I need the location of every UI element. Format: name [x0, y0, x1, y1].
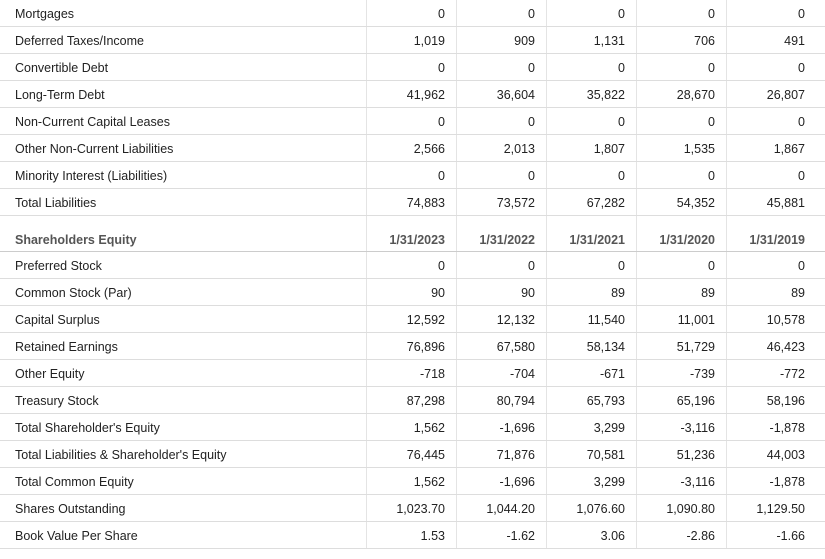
row-value: -772	[779, 367, 805, 381]
row-value: 89	[701, 286, 715, 300]
row-value: 58,134	[586, 340, 625, 354]
row-value: 80,794	[496, 394, 535, 408]
row-value: 0	[618, 7, 625, 21]
row-value: 1,044.20	[486, 502, 535, 516]
row-value: 0	[528, 7, 535, 21]
row-value: 36,604	[496, 88, 535, 102]
row-value: 12,132	[496, 313, 535, 327]
row-value: 0	[438, 115, 445, 129]
row-value: 26,807	[766, 88, 805, 102]
row-value: 909	[514, 34, 535, 48]
table-row	[0, 468, 825, 495]
row-value: 58,196	[766, 394, 805, 408]
row-value: -3,116	[680, 475, 715, 489]
row-value: 0	[438, 7, 445, 21]
column-date: 1/31/2019	[749, 233, 805, 247]
row-label: Total Liabilities & Shareholder's Equity	[15, 448, 227, 462]
row-value: 76,896	[406, 340, 445, 354]
row-value: 11,540	[587, 313, 625, 327]
row-value: 0	[528, 61, 535, 75]
row-label: Book Value Per Share	[15, 529, 138, 543]
row-value: 0	[708, 115, 715, 129]
row-value: 1,535	[683, 142, 715, 156]
row-value: 70,581	[586, 448, 625, 462]
row-value: 3,299	[593, 421, 625, 435]
row-label: Convertible Debt	[15, 61, 109, 75]
row-value: 0	[798, 115, 805, 129]
row-value: 2,013	[503, 142, 535, 156]
table-row	[0, 387, 825, 414]
row-value: -704	[509, 367, 535, 381]
row-value: 0	[438, 169, 445, 183]
row-label: Total Liabilities	[15, 196, 97, 210]
row-value: -671	[599, 367, 625, 381]
row-value: 28,670	[676, 88, 715, 102]
row-value: 87,298	[406, 394, 445, 408]
row-value: 89	[791, 286, 805, 300]
row-value: 1,562	[413, 421, 445, 435]
row-value: -1,696	[499, 475, 535, 489]
row-value: 0	[708, 7, 715, 21]
row-value: 46,423	[766, 340, 805, 354]
row-value: 1,019	[413, 34, 445, 48]
row-value: 0	[618, 61, 625, 75]
row-value: 1,023.70	[396, 502, 445, 516]
row-value: 0	[618, 259, 625, 273]
column-date: 1/31/2020	[659, 233, 715, 247]
row-value: -1,696	[499, 421, 535, 435]
row-value: 76,445	[406, 448, 445, 462]
row-value: 67,580	[496, 340, 535, 354]
row-value: 0	[528, 115, 535, 129]
row-label: Retained Earnings	[15, 340, 118, 354]
row-value: 90	[431, 286, 445, 300]
row-value: 0	[708, 169, 715, 183]
row-value: 74,883	[406, 196, 445, 210]
table-row	[0, 0, 825, 27]
row-value: 3.06	[600, 529, 625, 543]
table-row	[0, 414, 825, 441]
row-value: 1,131	[593, 34, 625, 48]
table-row	[0, 162, 825, 189]
row-value: 0	[528, 259, 535, 273]
table-row	[0, 360, 825, 387]
row-value: 0	[438, 259, 445, 273]
row-value: 89	[611, 286, 625, 300]
row-label: Common Stock (Par)	[15, 286, 132, 300]
row-value: 3,299	[593, 475, 625, 489]
row-value: 706	[694, 34, 715, 48]
row-label: Total Shareholder's Equity	[15, 421, 160, 435]
table-row	[0, 333, 825, 360]
row-value: 12,592	[406, 313, 445, 327]
row-label: Minority Interest (Liabilities)	[15, 169, 168, 183]
table-row	[0, 108, 825, 135]
row-value: -1.62	[506, 529, 535, 543]
table-row	[0, 522, 825, 549]
row-value: 0	[528, 169, 535, 183]
row-label: Mortgages	[15, 7, 75, 21]
row-value: 1,562	[413, 475, 445, 489]
row-value: 45,881	[766, 196, 805, 210]
row-value: 10,578	[766, 313, 805, 327]
row-value: 35,822	[586, 88, 625, 102]
row-label: Other Equity	[15, 367, 85, 381]
row-value: -1,878	[769, 421, 805, 435]
row-value: 1,807	[593, 142, 625, 156]
row-label: Non-Current Capital Leases	[15, 115, 170, 129]
row-value: 0	[618, 115, 625, 129]
row-value: 1,090.80	[666, 502, 715, 516]
row-value: 71,876	[496, 448, 535, 462]
row-value: 1,867	[773, 142, 805, 156]
table-row	[0, 27, 825, 54]
row-value: 51,729	[676, 340, 715, 354]
row-value: 73,572	[496, 196, 535, 210]
row-value: -2.86	[686, 529, 715, 543]
row-value: -3,116	[680, 421, 715, 435]
row-value: 44,003	[766, 448, 805, 462]
row-value: 54,352	[676, 196, 715, 210]
row-value: 1,076.60	[576, 502, 625, 516]
table-row	[0, 135, 825, 162]
row-value: 0	[708, 259, 715, 273]
row-value: 65,793	[586, 394, 625, 408]
row-value: -1,878	[769, 475, 805, 489]
row-label: Treasury Stock	[15, 394, 99, 408]
row-value: 0	[438, 61, 445, 75]
row-label: Deferred Taxes/Income	[15, 34, 144, 48]
row-value: 90	[521, 286, 535, 300]
column-date: 1/31/2022	[479, 233, 535, 247]
row-value: 0	[798, 169, 805, 183]
row-value: 11,001	[677, 313, 715, 327]
row-value: 65,196	[676, 394, 715, 408]
row-label: Other Non-Current Liabilities	[15, 142, 174, 156]
row-label: Long-Term Debt	[15, 88, 105, 102]
table-row	[0, 279, 825, 306]
row-value: 1.53	[420, 529, 445, 543]
row-value: 67,282	[586, 196, 625, 210]
row-label: Preferred Stock	[15, 259, 102, 273]
table-row	[0, 252, 825, 279]
row-value: 51,236	[676, 448, 715, 462]
table-row	[0, 441, 825, 468]
row-value: -718	[419, 367, 445, 381]
row-value: 41,962	[406, 88, 445, 102]
row-label: Shares Outstanding	[15, 502, 126, 516]
column-date: 1/31/2021	[569, 233, 625, 247]
row-value: -739	[689, 367, 715, 381]
table-row	[0, 306, 825, 333]
table-row	[0, 189, 825, 216]
row-label: Capital Surplus	[15, 313, 100, 327]
row-value: 491	[784, 34, 805, 48]
section-title: Shareholders Equity	[15, 233, 137, 247]
row-value: -1.66	[776, 529, 805, 543]
row-label: Total Common Equity	[15, 475, 134, 489]
section-header	[0, 216, 825, 252]
row-value: 0	[618, 169, 625, 183]
row-value: 1,129.50	[756, 502, 805, 516]
row-value: 2,566	[413, 142, 445, 156]
table-row	[0, 54, 825, 81]
table-row	[0, 495, 825, 522]
table-row	[0, 81, 825, 108]
row-value: 0	[798, 7, 805, 21]
row-value: 0	[798, 61, 805, 75]
row-value: 0	[798, 259, 805, 273]
column-date: 1/31/2023	[389, 233, 445, 247]
row-value: 0	[708, 61, 715, 75]
